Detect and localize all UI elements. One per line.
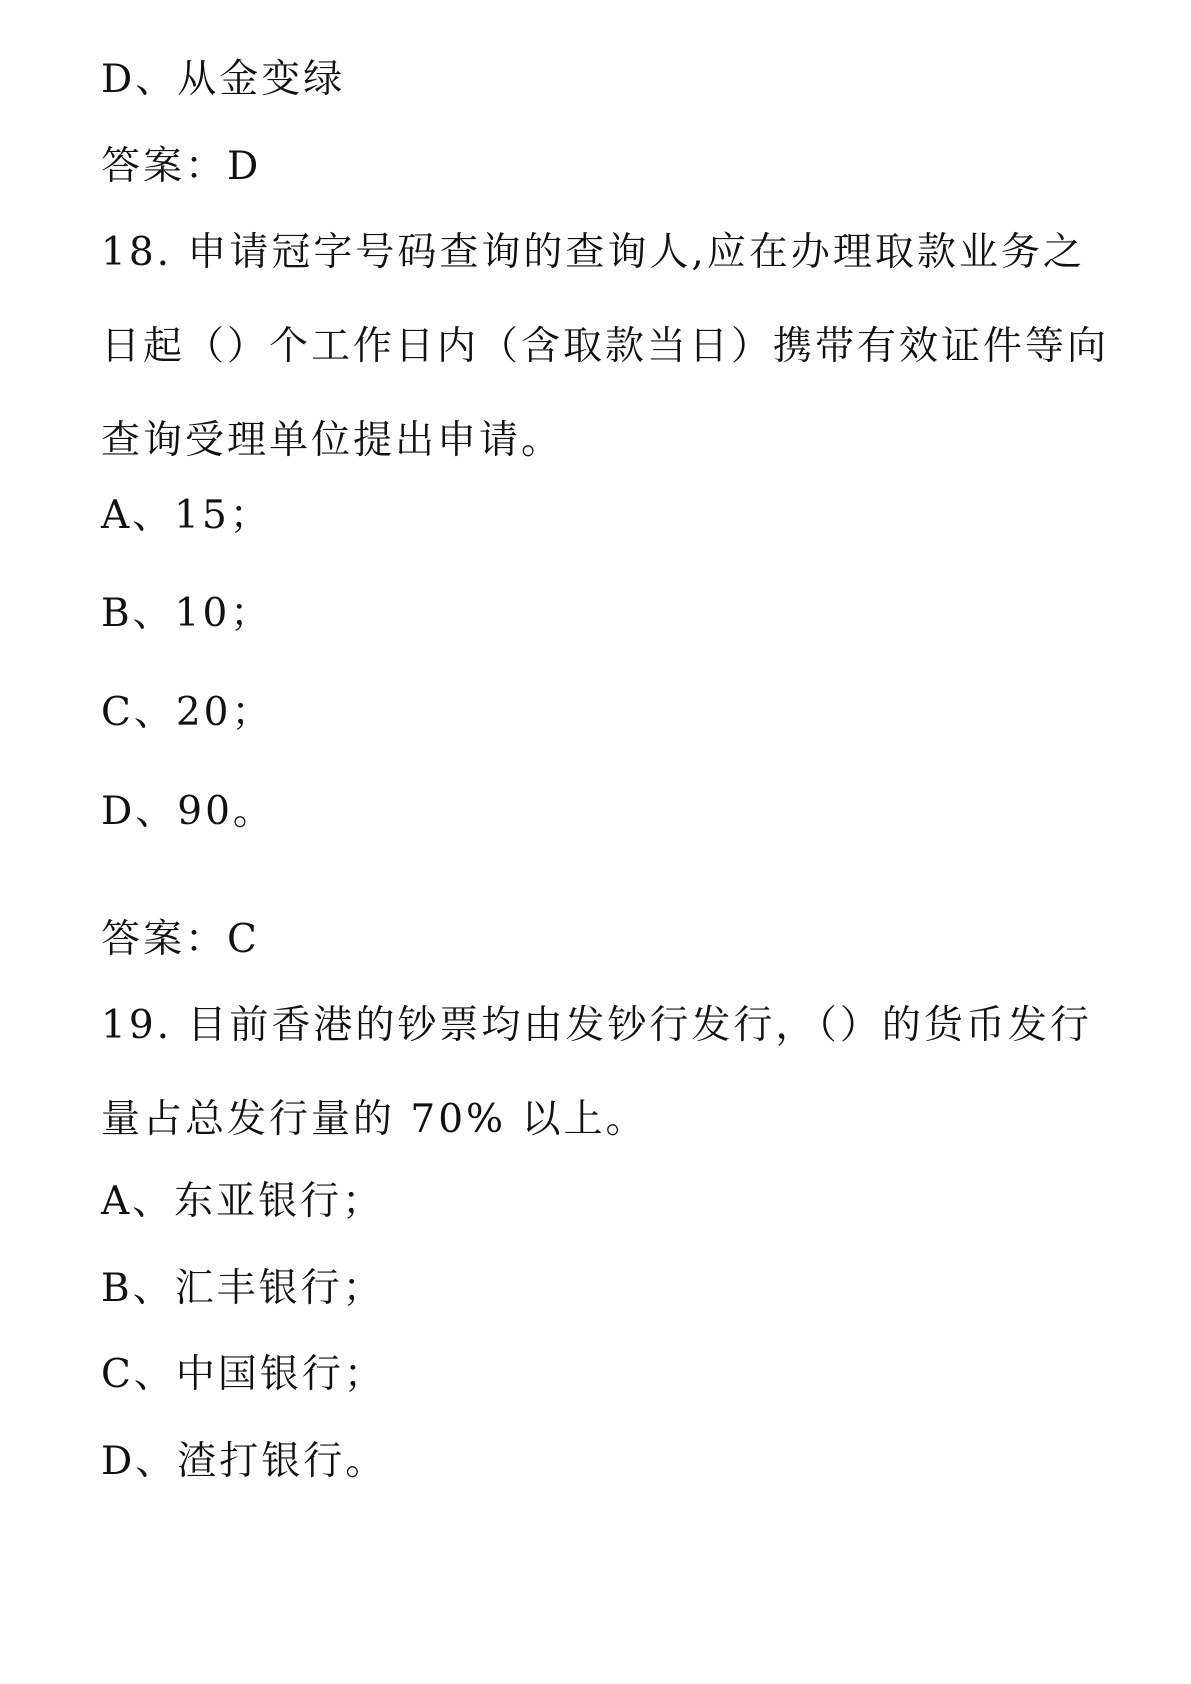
q18-option-c: C、20；	[101, 690, 274, 735]
q18-option-a: A、15；	[101, 493, 272, 538]
q18-option-d: D、90。	[101, 789, 275, 834]
q19-option-d: D、渣打银行。	[101, 1439, 388, 1484]
q18-question: 18. 申请冠字号码查询的查询人,应在办理取款业务之日起（）个工作日内（含取款当日）携带有效证件等向查询受理单位提出申请。	[101, 230, 1110, 463]
q19-option-b: B、汇丰银行；	[101, 1266, 385, 1311]
q19-option-a: A、东亚银行；	[101, 1179, 385, 1224]
q17-option-d: D、从金变绿	[101, 57, 346, 102]
q17-answer: 答案：D	[101, 144, 262, 189]
q19-question: 19. 目前香港的钞票均由发钞行发行，（）的货币发行量占总发行量的 70% 以上。	[101, 1003, 1092, 1142]
q18-option-b: B、10；	[101, 591, 273, 636]
q18-answer: 答案：C	[101, 917, 260, 962]
q19-option-c: C、中国银行；	[101, 1352, 386, 1397]
